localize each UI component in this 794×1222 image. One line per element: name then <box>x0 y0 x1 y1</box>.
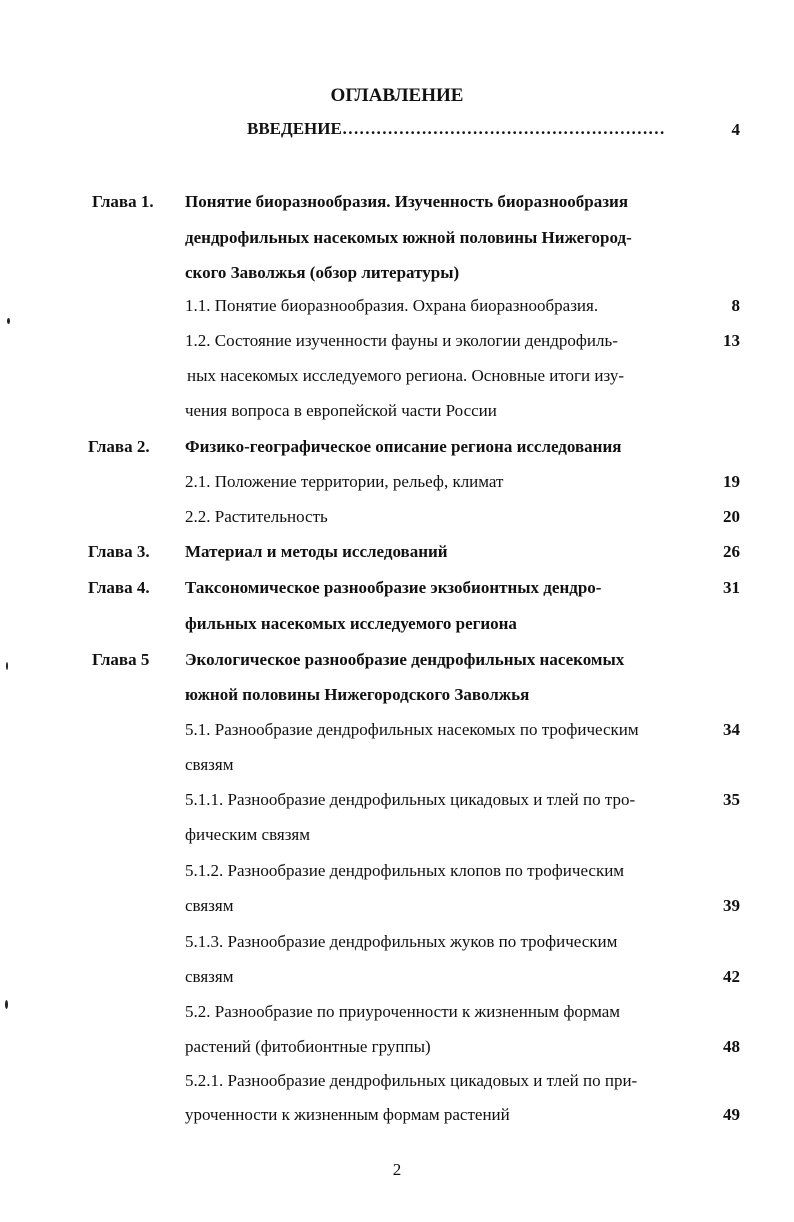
chapter-5-number: Глава 5 <box>92 650 150 669</box>
chapter-4-page: 31 <box>723 578 740 597</box>
section-5-1-3-page: 42 <box>723 967 740 986</box>
chapter-4-number: Глава 4. <box>88 578 150 597</box>
section-5-2-1-line-2: уроченности к жизненным формам растений <box>185 1105 510 1124</box>
section-5-1-line-1: 5.1. Разнообразие дендрофильных насекомых по трофическим <box>185 720 639 739</box>
chapter-5-title-line-1: Экологическое разнообразие дендрофильных насекомых <box>185 650 625 669</box>
section-5-1-3-line-2: связям <box>185 967 234 986</box>
chapter-3-number: Глава 3. <box>88 542 150 561</box>
scan-speck <box>7 318 10 324</box>
section-5-2-line-2: растений (фитобионтные группы) <box>185 1037 431 1056</box>
section-1-2-line-2: ных насекомых исследуемого региона. Основные итоги изу- <box>187 366 624 385</box>
chapter-1-number: Глава 1. <box>92 192 154 211</box>
section-5-1-1-line-2: фическим связям <box>185 825 311 844</box>
section-5-1-1-line-1: 5.1.1. Разнообразие дендрофильных цикадовых и тлей по тро- <box>185 790 636 809</box>
chapter-3-page: 26 <box>723 542 740 561</box>
section-5-1-2-page: 39 <box>723 896 740 915</box>
intro-leader-dots: ………………………………………………… <box>341 119 665 138</box>
scan-speck <box>5 1000 8 1009</box>
chapter-5-title-line-2: южной половины Нижегородского Заволжья <box>185 685 530 704</box>
section-5-1-page: 34 <box>723 720 740 739</box>
chapter-2-title: Физико-географическое описание региона исследования <box>185 437 622 456</box>
section-5-1-2-line-1: 5.1.2. Разнообразие дендрофильных клопов по трофическим <box>185 861 625 880</box>
chapter-1-title-line-1: Понятие биоразнообразия. Изученность биоразнообразия <box>185 192 629 211</box>
section-5-1-2-line-2: связям <box>185 896 234 915</box>
page-title: ОГЛАВЛЕНИЕ <box>330 85 464 106</box>
section-1-1-page: 8 <box>731 296 740 315</box>
chapter-2-number: Глава 2. <box>88 437 150 456</box>
chapter-1-title-line-2: дендрофильных насекомых южной половины Нижегород- <box>185 228 632 247</box>
page-number: 2 <box>392 1160 402 1179</box>
section-5-2-1-page: 49 <box>723 1105 740 1124</box>
section-1-2-page: 13 <box>723 331 740 350</box>
section-1-2-line-3: чения вопроса в европейской части России <box>185 401 497 420</box>
chapter-4-title-line-1: Таксономическое разнообразие экзобионтных дендро- <box>185 578 602 597</box>
scan-speck <box>6 662 8 670</box>
section-2-2-title: 2.2. Растительность <box>185 507 328 526</box>
intro-page-number: 4 <box>731 120 740 139</box>
chapter-1-title-line-3: ского Заволжья (обзор литературы) <box>185 263 460 282</box>
section-5-2-page: 48 <box>723 1037 740 1056</box>
section-2-2-page: 20 <box>723 507 740 526</box>
intro-entry <box>247 119 665 139</box>
section-5-1-line-2: связям <box>185 755 234 774</box>
chapter-3-title: Материал и методы исследований <box>185 542 448 561</box>
section-5-1-3-line-1: 5.1.3. Разнообразие дендрофильных жуков по трофическим <box>185 932 618 951</box>
section-5-1-1-page: 35 <box>723 790 740 809</box>
section-2-1-page: 19 <box>723 472 740 491</box>
section-2-1-title: 2.1. Положение территории, рельеф, климат <box>185 472 504 491</box>
section-1-1-title: 1.1. Понятие биоразнообразия. Охрана биоразнообразия. <box>185 296 599 315</box>
intro-label: ВВЕДЕНИЕ <box>247 119 342 138</box>
section-5-2-1-line-1: 5.2.1. Разнообразие дендрофильных цикадовых и тлей по при- <box>185 1071 638 1090</box>
chapter-4-title-line-2: фильных насекомых исследуемого региона <box>185 614 517 633</box>
section-1-2-line-1: 1.2. Состояние изученности фауны и экологии дендрофиль- <box>185 331 618 350</box>
section-5-2-line-1: 5.2. Разнообразие по приуроченности к жизненным формам <box>185 1002 621 1021</box>
